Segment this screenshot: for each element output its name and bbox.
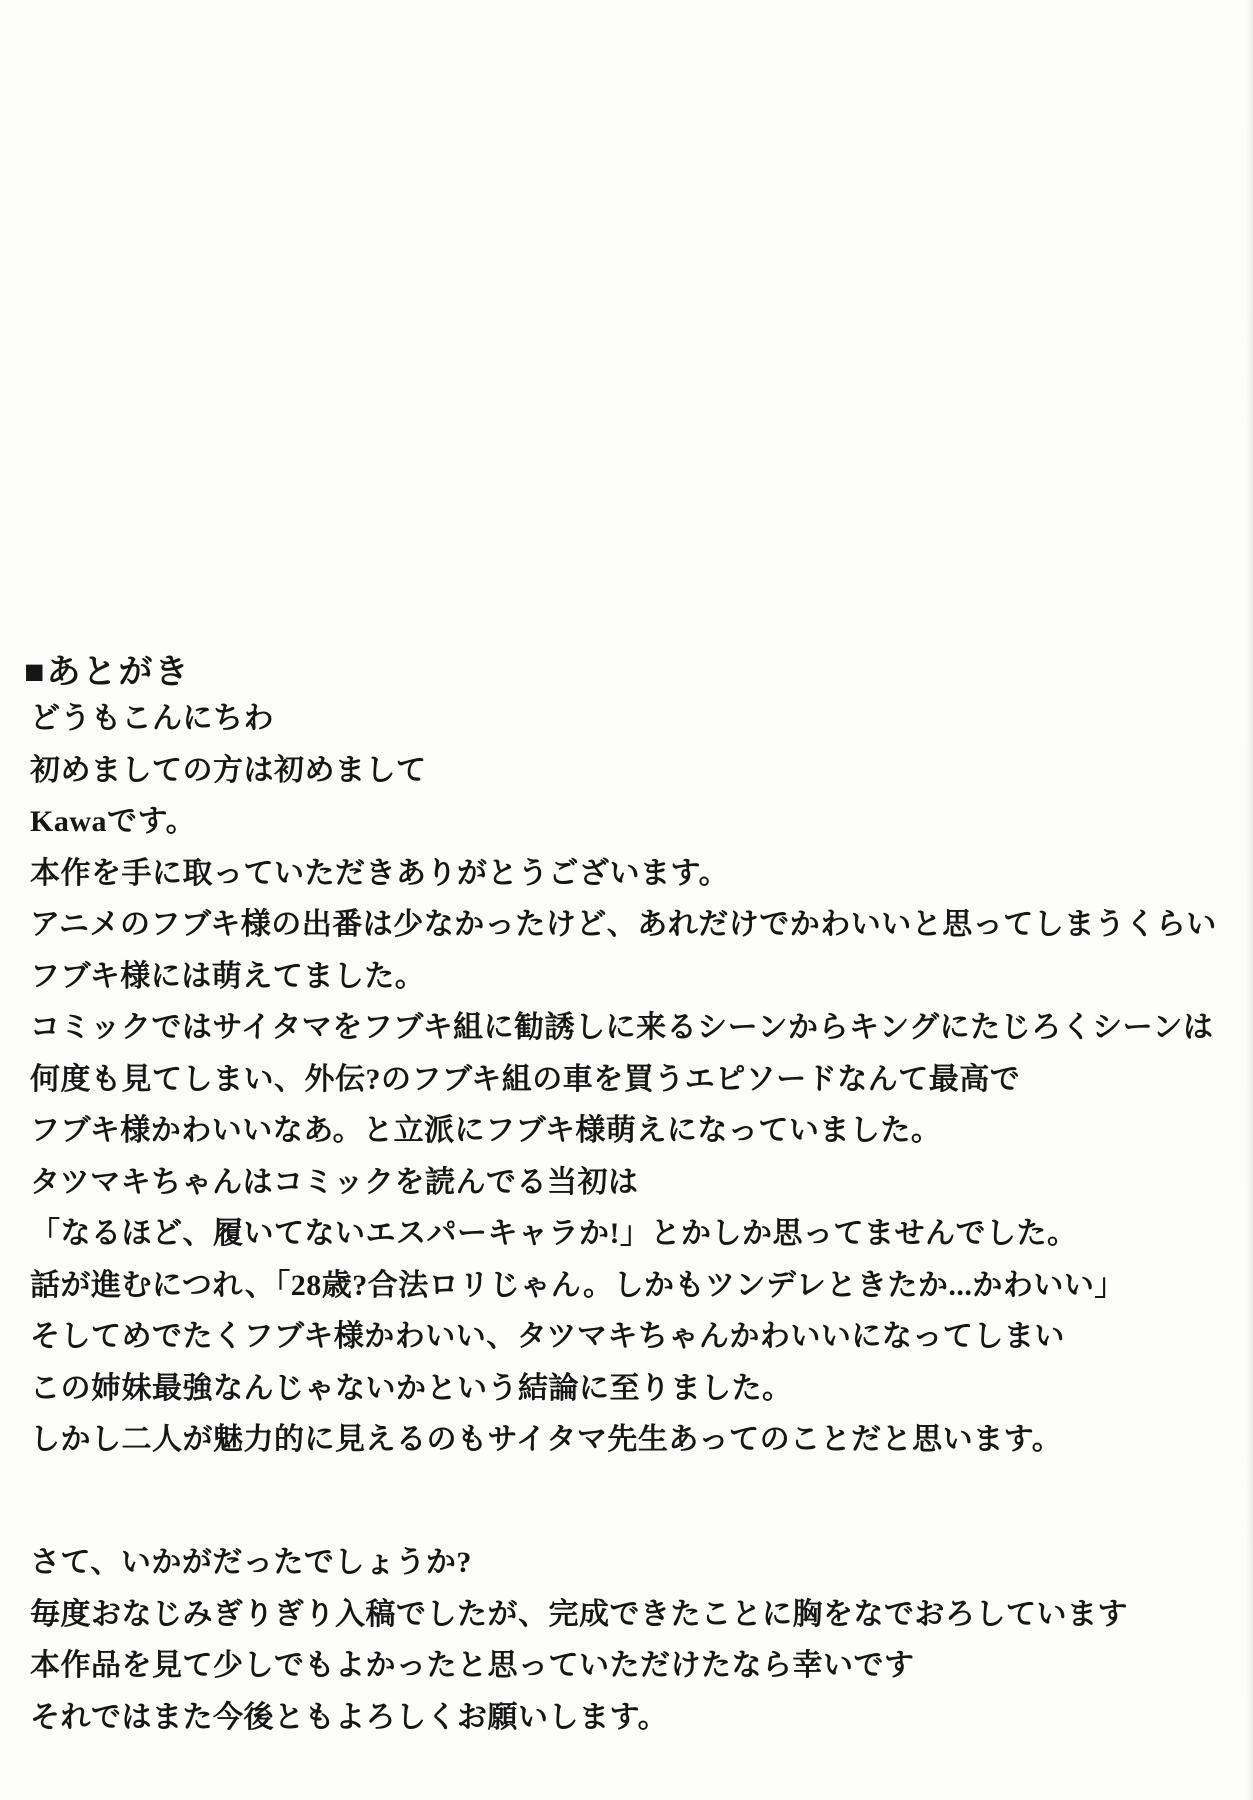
- text-line: 初めましての方は初めまして: [30, 753, 427, 787]
- text-line: アニメのフブキ様の出番は少なかったけど、あれだけでかわいいと思ってしまうくらい: [30, 908, 1217, 941]
- afterword-body-paragraph: [30, 693, 1217, 1466]
- afterword-closing-paragraph: [30, 1537, 1128, 1743]
- text-line: さて、いかがだったでしょうか?: [30, 1546, 472, 1579]
- text-line: 本作を手に取っていただきありがとうございます。: [30, 856, 730, 890]
- text-line: どうもこんにちわ: [30, 702, 274, 735]
- afterword-heading: ■あとがき: [24, 654, 191, 691]
- text-line: コミックではサイタマをフブキ組に勧誘しに来るシーンからキングにたじろくシーンは: [30, 1011, 1214, 1044]
- scan-edge-shadow: [1246, 0, 1253, 1800]
- text-line: Kawaです。: [30, 805, 197, 838]
- text-line: この姉妹最強なんじゃないかという結論に至りました。: [30, 1371, 793, 1405]
- text-line: フブキ様かわいいなあ。と立派にフブキ様萌えになっていました。: [30, 1114, 942, 1147]
- text-line: 「なるほど、履いてないエスパーキャラか!」とかしか思ってませんでした。: [30, 1217, 1078, 1250]
- text-line: そしてめでたくフブキ様かわいい、タツマキちゃんかわいいになってしまい: [30, 1320, 1065, 1353]
- text-line: タツマキちゃんはコミックを読んでる当初は: [30, 1165, 639, 1199]
- text-line: 何度も見てしまい、外伝?のフブキ組の車を買うエピソードなんて最高で: [30, 1062, 1021, 1096]
- text-line: 本作品を見て少しでもよかったと思っていただけたなら幸いです: [30, 1649, 915, 1682]
- text-line: 話が進むにつれ、「28歳?合法ロリじゃん。しかもツンデレときたか...かわいい」: [30, 1268, 1125, 1302]
- text-line: それではまた今後ともよろしくお願いします。: [30, 1700, 669, 1734]
- text-line: しかし二人が魅力的に見えるのもサイタマ先生あってのことだと思います。: [30, 1423, 1063, 1456]
- text-line: フブキ様には萌えてました。: [30, 959, 426, 993]
- text-line: 毎度おなじみぎりぎり入稿でしたが、完成できたことに胸をなでおろしています: [30, 1597, 1128, 1631]
